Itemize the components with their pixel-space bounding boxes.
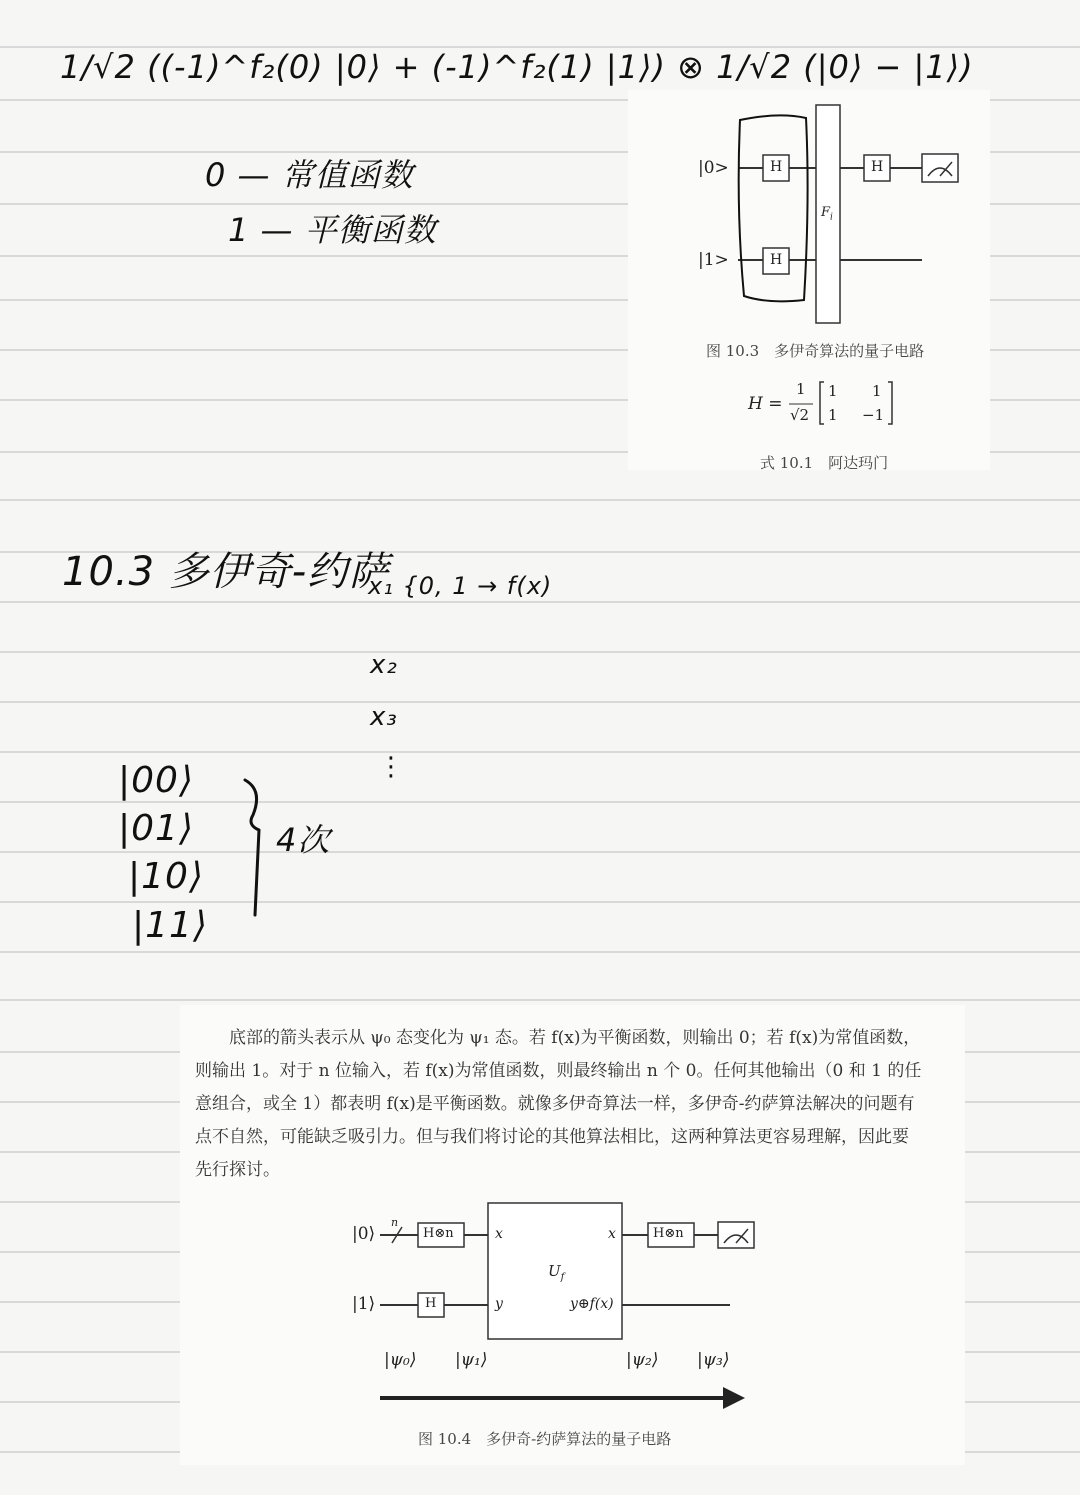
handwritten-balanced-note: 1 — 平衡函数	[228, 211, 437, 249]
psi-3: |ψ₃⟩	[697, 1350, 730, 1370]
fig104-uf-label: $U_f$	[548, 1262, 565, 1283]
fig103-oracle-label: $F_i$	[821, 205, 833, 223]
fig103-h-gate-2: H	[770, 252, 783, 268]
handwritten-dots: ⋮	[378, 752, 405, 782]
handwritten-equation: 1/√2 ((-1)^f₂(0) |0⟩ + (-1)^f₂(1) |1⟩) ⊗ 1/√2 (|0⟩ − |1⟩)	[60, 48, 974, 86]
fig103-h-gate-1: H	[770, 159, 783, 175]
fig103-input-0: |0>	[698, 158, 729, 178]
matrix-a21: 1	[828, 406, 838, 424]
deutsch-circuit	[628, 90, 990, 335]
handwritten-state-11: |11⟩	[132, 905, 208, 946]
handwritten-state-00: |00⟩	[118, 760, 194, 801]
handwritten-x-mapping: x₁ {0, 1 → f(x)	[368, 572, 553, 600]
formula-frac-num: 1	[796, 380, 806, 398]
psi-2: |ψ₂⟩	[626, 1350, 659, 1370]
figure-10-3-panel	[628, 90, 990, 470]
fig104-input-1: |1⟩	[352, 1294, 376, 1314]
formula-frac-den: √2	[790, 406, 810, 424]
psi-0: |ψ₀⟩	[384, 1350, 417, 1370]
handwritten-state-10: |10⟩	[128, 856, 204, 897]
fig104-port-y-in: y	[495, 1296, 503, 1312]
fig103-caption: 图 10.3 多伊奇算法的量子电路	[706, 342, 925, 360]
paragraph-text: 底部的箭头表示从 ψ₀ 态变化为 ψ₁ 态。若 f(x)为平衡函数，则输出 0；若 f(x)为常值函数，则输出 1。对于 n 位输入，若 f(x)为常值函数，则最终输出 n 个 0。任何其他输出（0 和 1 的任意组合，或全 1）都表明 f(x)是平衡函数。就像多伊奇算法一样，多伊奇-约萨算法解决的问题有点不自然，可能缺乏吸引力。但与我们将讨论的其他算法相比，这两种算法更容易理解，因此要先行探讨。	[195, 1028, 922, 1180]
handwritten-count: 4次	[276, 821, 331, 859]
formula-caption: 式 10.1 阿达玛门	[760, 454, 889, 472]
deutsch-jozsa-circuit	[340, 1195, 760, 1425]
fig103-input-1: |1>	[698, 250, 729, 270]
fig104-input-0: |0⟩	[352, 1224, 376, 1244]
handwritten-state-01: |01⟩	[118, 808, 194, 849]
matrix-a11: 1	[828, 382, 838, 400]
psi-1: |ψ₁⟩	[455, 1350, 488, 1370]
fig104-hn-gate-2: H⊗n	[653, 1226, 684, 1241]
handwritten-x2: x₂	[370, 650, 398, 680]
handwritten-section-title: 10.3 多伊奇-约萨	[62, 549, 390, 595]
fig104-port-x-out: x	[608, 1226, 616, 1242]
fig104-port-x-in: x	[495, 1226, 503, 1242]
fig103-h-gate-3: H	[871, 159, 884, 175]
handwritten-brace	[235, 770, 275, 920]
fig104-port-y-out: y⊕f(x)	[570, 1296, 614, 1312]
fig104-hn-gate-1: H⊗n	[423, 1226, 454, 1241]
fig104-caption: 图 10.4 多伊奇-约萨算法的量子电路	[418, 1430, 672, 1448]
fig104-h-gate: H	[425, 1296, 437, 1311]
matrix-a22: −1	[862, 406, 885, 424]
matrix-a12: 1	[872, 382, 882, 400]
handwritten-x3: x₃	[370, 702, 398, 732]
formula-lhs: H =	[748, 394, 783, 414]
fig104-n-label: n	[391, 1216, 399, 1229]
handwritten-constant-note: 0 — 常值函数	[205, 156, 414, 194]
